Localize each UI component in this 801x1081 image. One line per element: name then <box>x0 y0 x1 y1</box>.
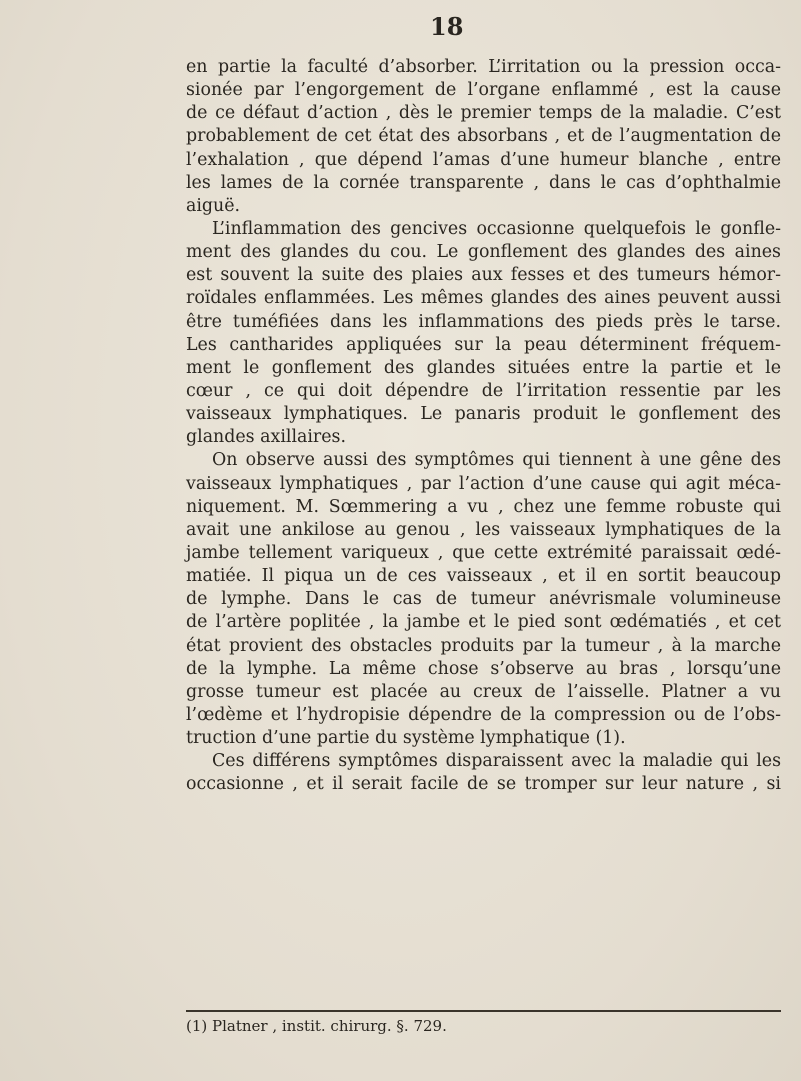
text-line: On observe aussi des symptômes qui tiennent à une gêne des <box>212 450 781 471</box>
text-line: l’exhalation , que dépend l’amas d’une humeur blanche , entre <box>186 149 781 170</box>
text-line: sionée par l’engorgement de l’organe enflammé , est la cause <box>186 80 781 101</box>
text-line: jambe tellement variqueux , que cette extrémité paraissait œdé- <box>186 542 781 563</box>
text-line: l’œdème et l’hydropisie dépendre de la compression ou de l’obs- <box>186 704 781 725</box>
text-line: avait une ankilose au genou , les vaisseaux lymphatiques de la <box>186 519 781 540</box>
text-line: Les cantharides appliquées sur la peau déterminent fréquem- <box>186 334 781 355</box>
text-line: état provient des obstacles produits par la tumeur , à la marche <box>186 635 781 656</box>
page-number: 18 <box>430 12 464 41</box>
footnote-rule <box>186 1010 781 1012</box>
footnote: (1) Platner , instit. chirurg. §. 729. <box>186 1017 447 1035</box>
text-line: de lymphe. Dans le cas de tumeur anévrismale volumineuse <box>186 589 781 610</box>
text-line: occasionne , et il serait facile de se tromper sur leur nature , si <box>186 774 781 795</box>
text-line: Ces différens symptômes disparaissent avec la maladie qui les <box>212 751 781 772</box>
text-line: ment des glandes du cou. Le gonflement des glandes des aines <box>186 242 781 263</box>
text-line: matiée. Il piqua un de ces vaisseaux , et il en sortit beaucoup <box>186 566 781 587</box>
text-line: niquement. M. Sœmmering a vu , chez une femme robuste qui <box>186 496 781 517</box>
text-line: cœur , ce qui doit dépendre de l’irritation ressentie par les <box>186 380 781 401</box>
text-line: L’inflammation des gencives occasionne quelquefois le gonfle- <box>212 218 781 239</box>
text-line: les lames de la cornée transparente , dans le cas d’ophthalmie <box>186 172 781 193</box>
text-line: est souvent la suite des plaies aux fesses et des tumeurs hémor- <box>186 265 781 286</box>
body-text <box>186 56 781 797</box>
text-line: de l’artère poplitée , la jambe et le pied sont œdématiés , et cet <box>186 612 781 633</box>
text-line: en partie la faculté d’absorber. L’irritation ou la pression occa- <box>186 57 781 77</box>
text-line: roïdales enflammées. Les mêmes glandes des aines peuvent aussi <box>186 288 781 309</box>
text-line: glandes axillaires. <box>186 427 346 448</box>
text-line: vaisseaux lymphatiques. Le panaris produit le gonflement des <box>186 404 781 425</box>
text-line: vaisseaux lymphatiques , par l’action d’une cause qui agit méca- <box>186 473 781 494</box>
text-line: aiguë. <box>186 195 241 216</box>
text-line: être tuméfiées dans les inflammations des pieds près le tarse. <box>186 311 781 332</box>
text-line: de ce défaut d’action , dès le premier temps de la maladie. C’est <box>186 103 781 124</box>
text-line: truction d’une partie du système lymphatique (1). <box>186 728 626 749</box>
text-line: de la lymphe. La même chose s’observe au bras , lorsqu’une <box>186 658 781 679</box>
text-line: probablement de cet état des absorbans , et de l’augmentation de <box>186 126 781 147</box>
text-line: ment le gonflement des glandes situées entre la partie et le <box>186 357 781 378</box>
text-line: grosse tumeur est placée au creux de l’aisselle. Platner a vu <box>186 681 781 702</box>
